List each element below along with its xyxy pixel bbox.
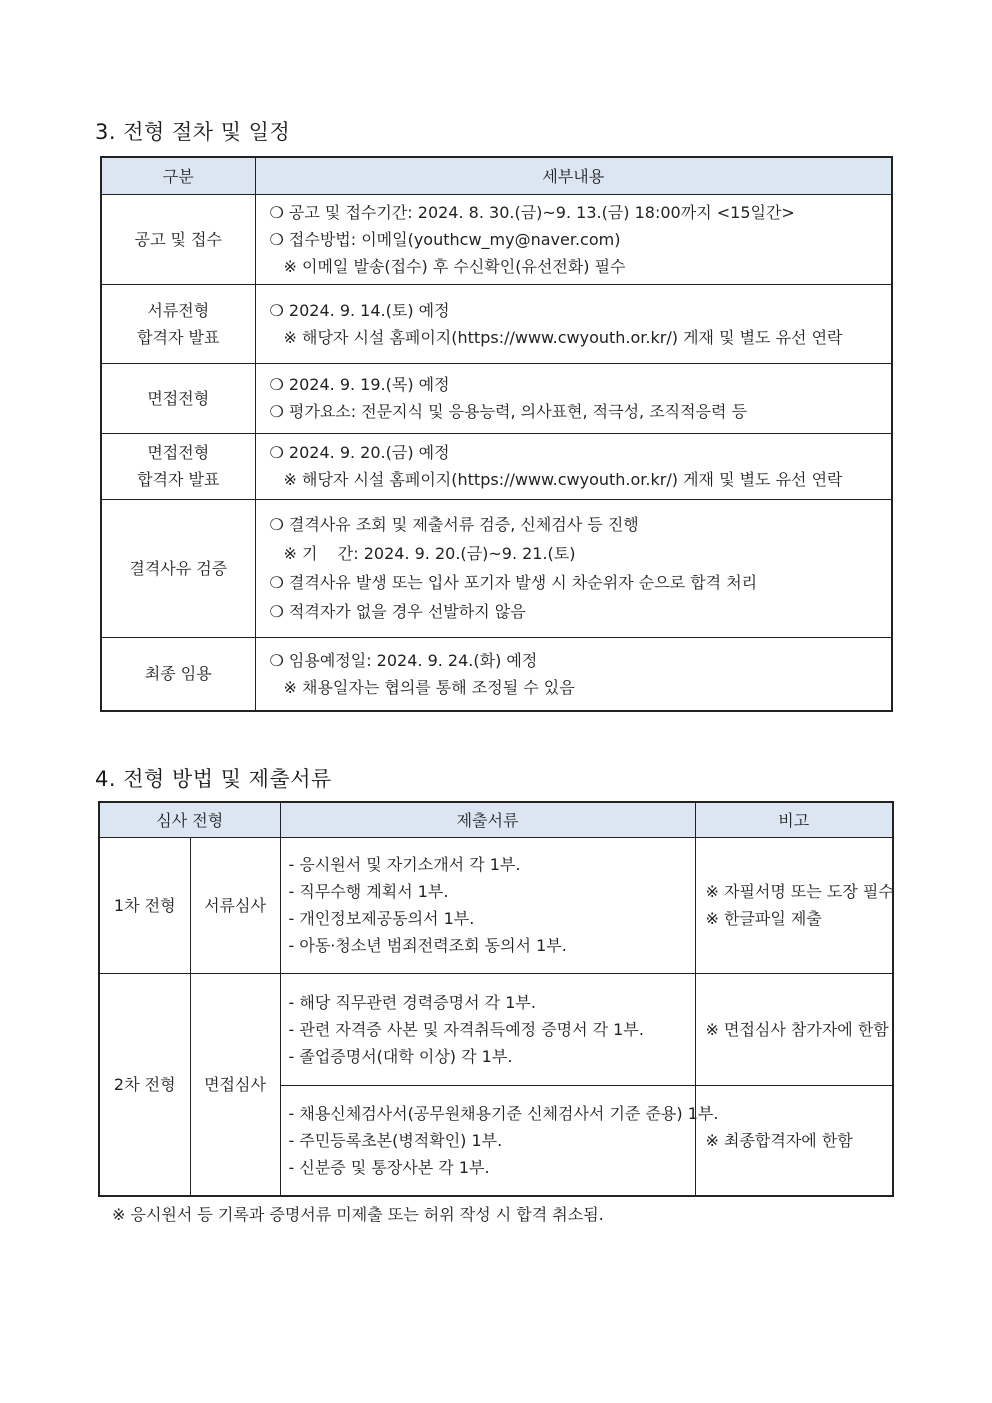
document-item: - 개인정보제공동의서 1부. <box>288 909 475 928</box>
document-list <box>280 1085 719 1196</box>
document-item: - 관련 자격증 사본 및 자격취득예정 증명서 각 1부. <box>288 1019 644 1039</box>
detail-line: ※ 채용일자는 협의를 통해 조정될 수 있음 <box>283 677 575 697</box>
table-row <box>101 284 892 363</box>
table-row <box>101 363 892 433</box>
row-label <box>101 499 255 637</box>
row-label-text: 최종 임용 <box>144 664 212 684</box>
row-details <box>255 194 892 284</box>
detail-line: ❍ 결격사유 발생 또는 입사 포기자 발생 시 차순위자 순으로 합격 처리 <box>269 573 758 592</box>
row-label-text: 면접전형 <box>147 443 210 462</box>
row-label-text: 합격자 발표 <box>137 327 220 347</box>
detail-line: ❍ 결격사유 조회 및 제출서류 검증, 신체검사 등 진행 <box>269 515 639 534</box>
detail-line: ❍ 적격자가 없을 경우 선발하지 않음 <box>269 602 526 621</box>
row-label-text: 서류전형 <box>147 300 210 320</box>
row-label <box>101 194 255 284</box>
row-label-text: 결격사유 검증 <box>129 558 228 578</box>
remarks-cell <box>695 837 893 973</box>
remark-item: ※ 한글파일 제출 <box>705 909 822 928</box>
row-details <box>255 637 892 711</box>
section-4-title: 4. 전형 방법 및 제출서류 <box>95 767 332 791</box>
remark-item: ※ 최종합격자에 한함 <box>705 1130 853 1150</box>
detail-line: ❍ 공고 및 접수기간: 2024. 8. 30.(금)~9. 13.(금) 18:00까지 <15일간> <box>269 202 795 222</box>
document-list <box>280 973 695 1085</box>
header-remarks: 비고 <box>695 802 893 837</box>
table-row <box>101 194 892 284</box>
stage-label: 1차 전형 <box>99 837 190 973</box>
row-label <box>101 637 255 711</box>
stage-type: 서류심사 <box>190 837 280 973</box>
section-3-title: 3. 전형 절차 및 일정 <box>95 120 291 144</box>
footnote: ※ 응시원서 등 기록과 증명서류 미제출 또는 허위 작성 시 합격 취소됨. <box>112 1205 604 1224</box>
row-details <box>255 363 892 433</box>
row-label-text: 공고 및 접수 <box>134 229 222 249</box>
header-stage: 심사 전형 <box>99 802 280 837</box>
header-documents: 제출서류 <box>280 802 695 837</box>
document-item: - 해당 직무관련 경력증명서 각 1부. <box>288 992 536 1012</box>
stage-label: 2차 전형 <box>99 973 190 1196</box>
table-header-row <box>99 802 893 837</box>
document-item: - 채용신체검사서(공무원채용기준 신체검사서 기준 준용) 1부. <box>288 1103 719 1123</box>
row-details <box>255 433 892 499</box>
remark-item: ※ 자필서명 또는 도장 필수 <box>705 882 894 901</box>
table-header-row <box>101 157 892 194</box>
detail-line: ※ 기 간: 2024. 9. 20.(금)~9. 21.(토) <box>283 544 576 563</box>
detail-line: ❍ 평가요소: 전문지식 및 응용능력, 의사표현, 적극성, 조직적응력 등 <box>269 402 748 421</box>
detail-line: ※ 해당자 시설 홈페이지(https://www.cwyouth.or.kr/) 게재 및 별도 유선 연락 <box>283 470 843 489</box>
row-details <box>255 284 892 363</box>
detail-line: ❍ 2024. 9. 14.(토) 예정 <box>269 300 450 320</box>
document-item: - 주민등록초본(병적확인) 1부. <box>288 1130 503 1150</box>
document-item: - 응시원서 및 자기소개서 각 1부. <box>288 855 521 874</box>
detail-line: ※ 해당자 시설 홈페이지(https://www.cwyouth.or.kr/) 게재 및 별도 유선 연락 <box>283 327 843 347</box>
detail-line: ❍ 임용예정일: 2024. 9. 24.(화) 예정 <box>269 650 538 670</box>
detail-line: ❍ 접수방법: 이메일(youthcw_my@naver.com) <box>269 229 621 249</box>
row-label <box>101 284 255 363</box>
row-label-text: 합격자 발표 <box>137 470 220 489</box>
detail-line: ❍ 2024. 9. 20.(금) 예정 <box>269 443 450 462</box>
row-details <box>255 499 892 637</box>
remarks-cell <box>695 973 893 1085</box>
header-category: 구분 <box>101 157 255 194</box>
header-details: 세부내용 <box>255 157 892 194</box>
row-label <box>101 433 255 499</box>
table-row <box>101 433 892 499</box>
document-item: - 직무수행 계획서 1부. <box>288 882 449 901</box>
remarks-cell <box>695 1085 893 1196</box>
schedule-table <box>100 156 893 712</box>
row-label-text: 면접전형 <box>147 388 210 408</box>
table-row <box>101 637 892 711</box>
document-item: - 졸업증명서(대학 이상) 각 1부. <box>288 1046 513 1066</box>
document-item: - 아동·청소년 범죄전력조회 동의서 1부. <box>288 936 567 955</box>
table-row <box>101 499 892 637</box>
row-label <box>101 363 255 433</box>
stage-type: 면접심사 <box>190 973 280 1196</box>
document-list <box>280 837 695 973</box>
table-row <box>99 973 893 1085</box>
detail-line: ❍ 2024. 9. 19.(목) 예정 <box>269 375 450 394</box>
table-row <box>99 837 893 973</box>
remark-item: ※ 면접심사 참가자에 한함 <box>705 1019 889 1039</box>
documents-table <box>98 801 894 1197</box>
detail-line: ※ 이메일 발송(접수) 후 수신확인(유선전화) 필수 <box>283 256 626 276</box>
document-item: - 신분증 및 통장사본 각 1부. <box>288 1157 490 1177</box>
